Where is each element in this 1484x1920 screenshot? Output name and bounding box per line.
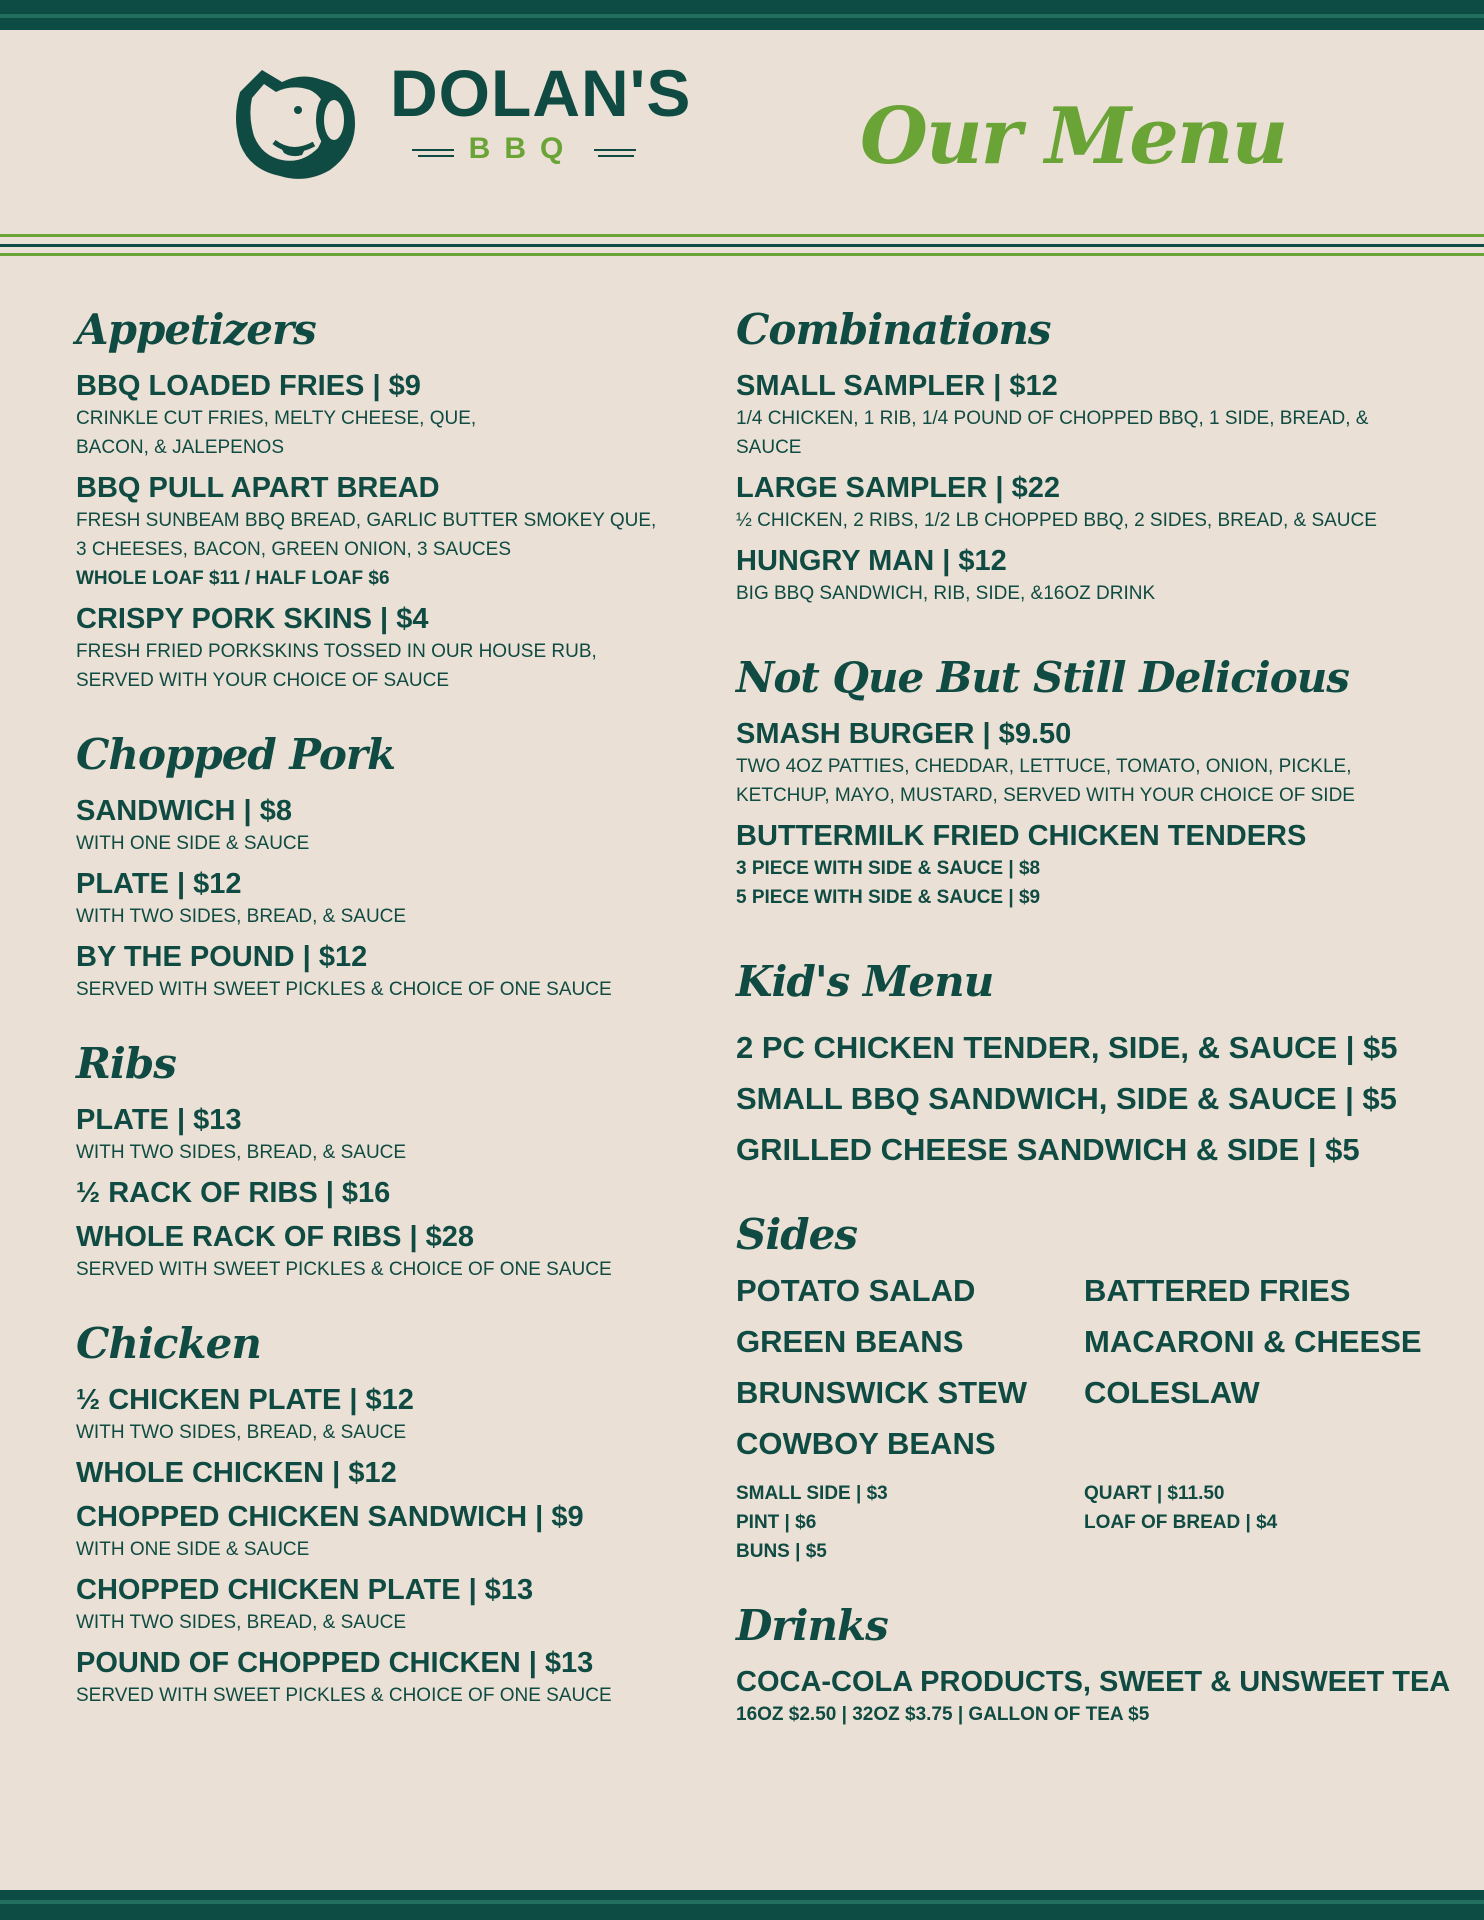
- right-column: [736, 300, 1451, 1729]
- section-title: Ribs: [76, 1039, 176, 1088]
- item-price-note: 5 PIECE WITH SIDE & SAUCE | $9: [736, 887, 1041, 908]
- section-combinations: [736, 300, 1436, 608]
- item-price-note: WHOLE LOAF $11 / HALF LOAF $6: [76, 568, 390, 589]
- item-description: TWO 4OZ PATTIES, CHEDDAR, LETTUCE, TOMATO, ONION, PICKLE, KETCHUP, MAYO, MUSTARD, SERVED WITH YOUR CHOICE OF SIDE: [736, 756, 1355, 806]
- divider-line: [0, 244, 1484, 247]
- sides-list: [736, 1265, 1436, 1469]
- item-name: POUND OF CHOPPED CHICKEN | $13: [76, 1647, 594, 1679]
- section-chicken: [76, 1314, 686, 1710]
- price-line: BUNS | $5: [736, 1541, 827, 1562]
- page-title: Our Menu: [860, 91, 1287, 182]
- menu-item: [76, 1219, 686, 1284]
- section-chopped-pork: [76, 725, 686, 1004]
- divider-line: [0, 234, 1484, 237]
- item-name: CHOPPED CHICKEN PLATE | $13: [76, 1574, 534, 1606]
- section-appetizers: [76, 300, 686, 695]
- item-name: PLATE | $12: [76, 868, 242, 900]
- logo-rule: [598, 155, 634, 157]
- list-item: BRUNSWICK STEW: [736, 1375, 1028, 1410]
- menu-item: [736, 368, 1436, 462]
- list-item: COLESLAW: [1084, 1375, 1260, 1410]
- pig-icon: [222, 52, 362, 182]
- item-price-note: 3 PIECE WITH SIDE & SAUCE | $8: [736, 858, 1041, 879]
- side-prices: [736, 1479, 1436, 1566]
- item-name: CHOPPED CHICKEN SANDWICH | $9: [76, 1501, 584, 1533]
- item-description: FRESH FRIED PORKSKINS TOSSED IN OUR HOUSE RUB, SERVED WITH YOUR CHOICE OF SAUCE: [76, 641, 597, 691]
- item-name: BBQ PULL APART BREAD: [76, 472, 440, 504]
- item-description: WITH TWO SIDES, BREAD, & SAUCE: [76, 1142, 407, 1163]
- section-ribs: [76, 1034, 686, 1284]
- item-name: PLATE | $13: [76, 1104, 242, 1136]
- menu-item: [736, 470, 1436, 535]
- logo-rule: [594, 149, 636, 151]
- item-name: BUTTERMILK FRIED CHICKEN TENDERS: [736, 820, 1307, 852]
- top-border: [0, 0, 1484, 30]
- item-name: ½ CHICKEN PLATE | $12: [76, 1384, 414, 1416]
- logo-name: DOLAN'S: [390, 56, 692, 130]
- price-line: PINT | $6: [736, 1512, 817, 1533]
- list-item: POTATO SALAD: [736, 1273, 976, 1308]
- menu-item: [76, 939, 686, 1004]
- item-name: COCA-COLA PRODUCTS, SWEET & UNSWEET TEA: [736, 1666, 1451, 1698]
- price-line: [1084, 1537, 1424, 1566]
- item-name: LARGE SAMPLER | $22: [736, 472, 1060, 504]
- list-item: [1084, 1418, 1424, 1469]
- item-description: WITH TWO SIDES, BREAD, & SAUCE: [76, 1422, 407, 1443]
- item-description: SERVED WITH SWEET PICKLES & CHOICE OF ONE SAUCE: [76, 979, 612, 1000]
- section-kids-menu: [736, 952, 1436, 1175]
- item-name: CRISPY PORK SKINS | $4: [76, 603, 429, 635]
- price-line: QUART | $11.50: [1084, 1483, 1225, 1504]
- item-description: WITH ONE SIDE & SAUCE: [76, 1539, 310, 1560]
- section-drinks: [736, 1596, 1451, 1729]
- menu-item: [76, 1102, 686, 1167]
- bottom-border: [0, 1890, 1484, 1920]
- menu-item: [76, 1455, 686, 1491]
- item-description: CRINKLE CUT FRIES, MELTY CHEESE, QUE, BACON, & JALEPENOS: [76, 408, 477, 458]
- menu-item: [76, 1645, 686, 1710]
- menu-item: [76, 1175, 686, 1211]
- section-title: Combinations: [736, 305, 1051, 354]
- item-name: WHOLE RACK OF RIBS | $28: [76, 1221, 475, 1253]
- list-item: 2 PC CHICKEN TENDER, SIDE, & SAUCE | $5: [736, 1030, 1398, 1065]
- item-description: WITH TWO SIDES, BREAD, & SAUCE: [76, 1612, 407, 1633]
- kids-list: [736, 1022, 1436, 1175]
- menu-item: [76, 866, 686, 931]
- price-line: LOAF OF BREAD | $4: [1084, 1512, 1278, 1533]
- item-description: SERVED WITH SWEET PICKLES & CHOICE OF ONE SAUCE: [76, 1259, 612, 1280]
- section-title: Not Que But Still Delicious: [736, 653, 1349, 702]
- list-item: GRILLED CHEESE SANDWICH & SIDE | $5: [736, 1132, 1360, 1167]
- section-title: Sides: [736, 1210, 858, 1259]
- menu-item: [76, 368, 686, 462]
- section-title: Drinks: [736, 1601, 888, 1650]
- item-name: BBQ LOADED FRIES | $9: [76, 370, 421, 402]
- dolans-logo: [222, 52, 692, 202]
- item-description: WITH ONE SIDE & SAUCE: [76, 833, 310, 854]
- menu-item: [76, 1499, 686, 1564]
- section-sides: [736, 1205, 1436, 1566]
- item-price-note: 16OZ $2.50 | 32OZ $3.75 | GALLON OF TEA $5: [736, 1704, 1150, 1725]
- item-name: WHOLE CHICKEN | $12: [76, 1457, 397, 1489]
- divider-line: [0, 253, 1484, 256]
- item-name: BY THE POUND | $12: [76, 941, 368, 973]
- item-name: HUNGRY MAN | $12: [736, 545, 1007, 577]
- left-column: [76, 300, 686, 1710]
- item-name: SMALL SAMPLER | $12: [736, 370, 1058, 402]
- price-line: SMALL SIDE | $3: [736, 1483, 888, 1504]
- menu-item: [76, 601, 686, 695]
- section-not-que: [736, 648, 1436, 912]
- item-description: WITH TWO SIDES, BREAD, & SAUCE: [76, 906, 407, 927]
- list-item: GREEN BEANS: [736, 1324, 964, 1359]
- logo-subtitle: BBQ: [468, 132, 578, 165]
- item-description: ½ CHICKEN, 2 RIBS, 1/2 LB CHOPPED BBQ, 2 SIDES, BREAD, & SAUCE: [736, 510, 1377, 531]
- list-item: SMALL BBQ SANDWICH, SIDE & SAUCE | $5: [736, 1081, 1397, 1116]
- item-description: 1/4 CHICKEN, 1 RIB, 1/4 POUND OF CHOPPED BBQ, 1 SIDE, BREAD, & SAUCE: [736, 408, 1369, 458]
- item-description: FRESH SUNBEAM BBQ BREAD, GARLIC BUTTER SMOKEY QUE, 3 CHEESES, BACON, GREEN ONION, 3 SAUCES: [76, 510, 657, 560]
- menu-item: [736, 716, 1436, 810]
- menu-item: [76, 1572, 686, 1637]
- item-description: SERVED WITH SWEET PICKLES & CHOICE OF ONE SAUCE: [76, 1685, 612, 1706]
- section-title: Chopped Pork: [76, 730, 396, 779]
- item-name: SANDWICH | $8: [76, 795, 292, 827]
- menu-item: [76, 1382, 686, 1447]
- list-item: COWBOY BEANS: [736, 1426, 996, 1461]
- menu-item: [736, 1664, 1451, 1729]
- menu-item: [736, 543, 1436, 608]
- item-description: BIG BBQ SANDWICH, RIB, SIDE, &16OZ DRINK: [736, 583, 1156, 604]
- item-name: SMASH BURGER | $9.50: [736, 718, 1072, 750]
- list-item: MACARONI & CHEESE: [1084, 1324, 1422, 1359]
- list-item: BATTERED FRIES: [1084, 1273, 1351, 1308]
- section-title: Appetizers: [76, 305, 316, 354]
- item-name: ½ RACK OF RIBS | $16: [76, 1177, 391, 1209]
- section-title: Kid's Menu: [736, 957, 994, 1006]
- menu-item: [736, 818, 1436, 912]
- menu-item: [76, 470, 686, 593]
- section-title: Chicken: [76, 1319, 261, 1368]
- menu-item: [76, 793, 686, 858]
